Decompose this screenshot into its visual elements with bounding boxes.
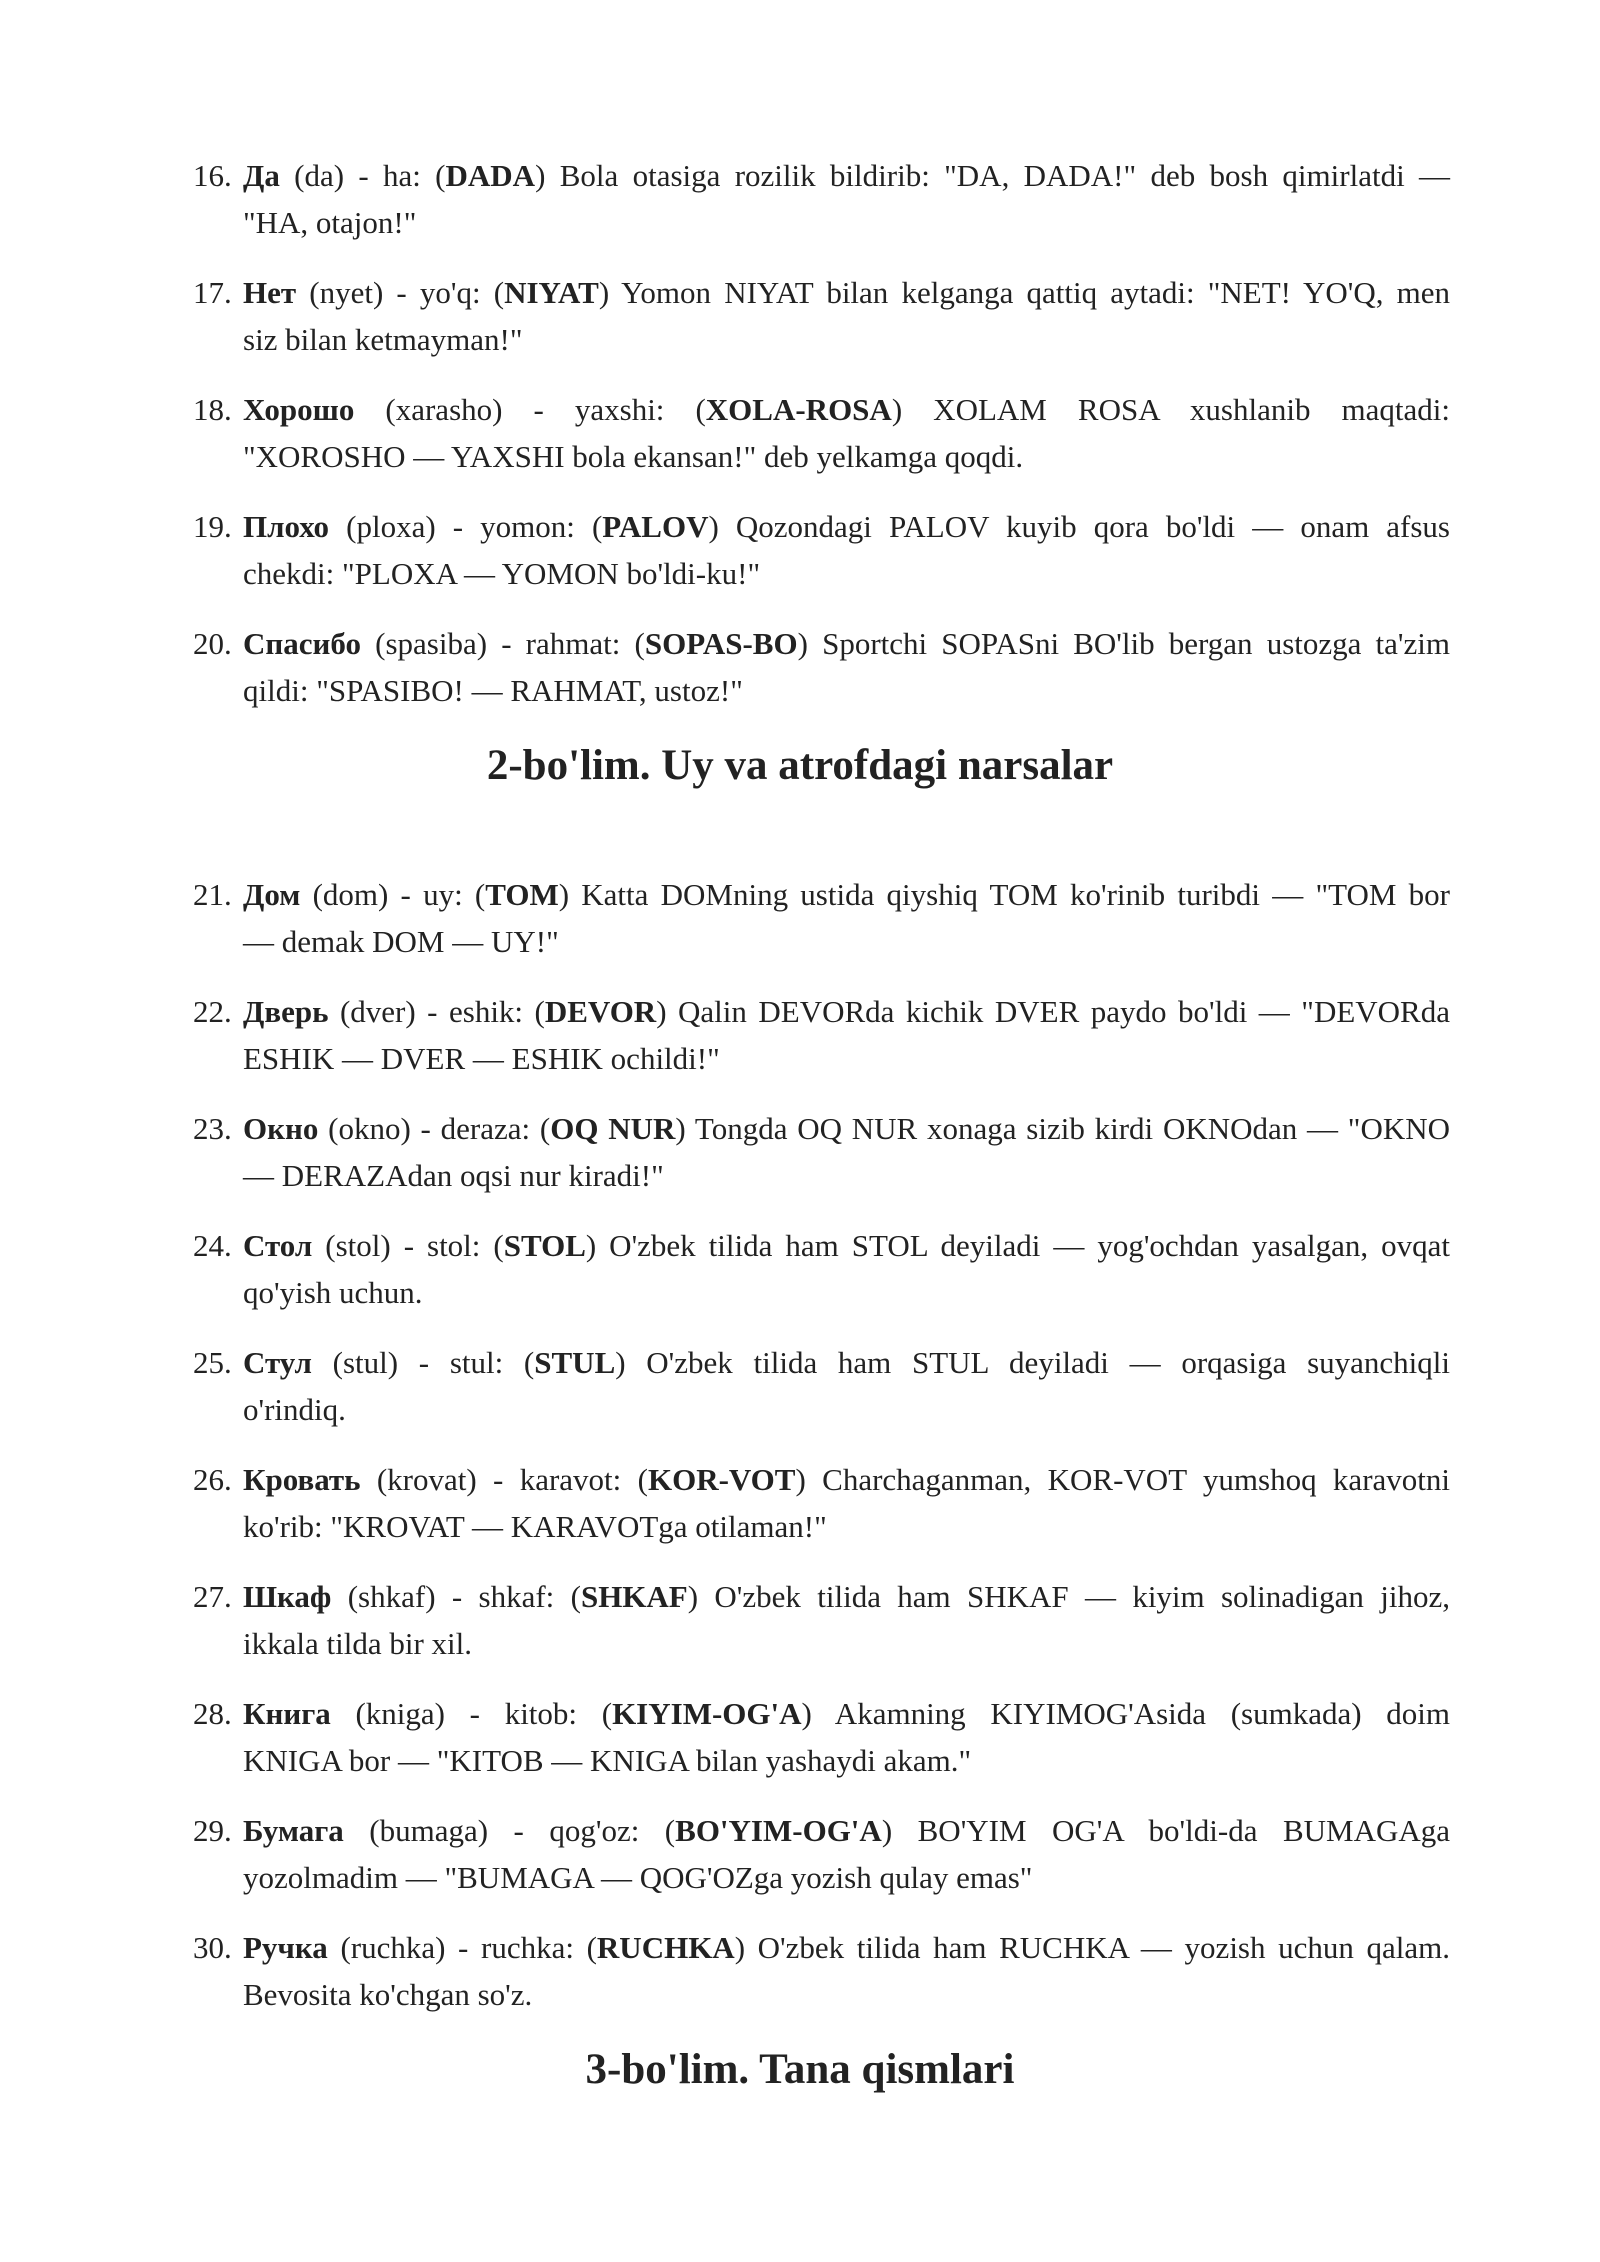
mnemonic-key: KIYIM-OG'A <box>612 1696 802 1731</box>
item-number: 23. <box>193 1111 232 1146</box>
item-text <box>243 1690 1450 1784</box>
item-number: 17. <box>193 275 232 310</box>
mnemonic-key: BO'YIM-OG'A <box>675 1813 882 1848</box>
list-item <box>193 988 1450 1082</box>
mnemonic-key: DADA <box>445 158 536 193</box>
item-text <box>243 1573 1450 1667</box>
translation: (ruchka) - ruchka: ( <box>327 1930 597 1965</box>
list-item <box>193 1222 1450 1316</box>
translation: (stol) - stol: ( <box>312 1228 504 1263</box>
item-line-1 <box>243 871 1450 918</box>
item-number: 20. <box>193 626 232 661</box>
list-item <box>193 1807 1450 1901</box>
russian-word: Стул <box>243 1345 312 1380</box>
mnemonic-sentence: ) XOLAM ROSA xushlanib maqtadi: <box>891 392 1450 427</box>
item-line-1 <box>243 503 1450 550</box>
mnemonic-sentence: ) Qalin DEVORda kichik DVER paydo bo'ldi — "DEVORda <box>656 994 1450 1029</box>
item-line-2: ESHIK — DVER — ESHIK ochildi!" <box>243 1041 720 1076</box>
russian-word: Книга <box>243 1696 331 1731</box>
item-text <box>243 1105 1450 1199</box>
translation: (shkaf) - shkaf: ( <box>331 1579 581 1614</box>
item-number: 30. <box>193 1930 232 1965</box>
item-line-2: siz bilan ketmayman!" <box>243 322 523 357</box>
russian-word: Окно <box>243 1111 319 1146</box>
item-line-1 <box>243 269 1450 316</box>
mnemonic-sentence: ) Akamning KIYIMOG'Asida (sumkada) doim <box>801 1696 1450 1731</box>
list-item <box>193 620 1450 714</box>
mnemonic-key: DEVOR <box>544 994 657 1029</box>
item-number: 29. <box>193 1813 232 1848</box>
item-number: 22. <box>193 994 232 1029</box>
item-number: 27. <box>193 1579 232 1614</box>
list-item <box>193 1924 1450 2018</box>
mnemonic-key: SOPAS-BO <box>644 626 798 661</box>
mnemonic-key: KOR-VOT <box>647 1462 796 1497</box>
item-text <box>243 1339 1450 1433</box>
item-text <box>243 269 1450 363</box>
item-line-1 <box>243 1105 1450 1152</box>
item-line-2: ikkala tilda bir xil. <box>243 1626 473 1661</box>
item-line-1 <box>243 152 1450 199</box>
item-text <box>243 1924 1450 2018</box>
russian-word: Нет <box>243 275 297 310</box>
item-text <box>243 1222 1450 1316</box>
item-line-2: "HA, otajon!" <box>243 205 417 240</box>
item-line-2: KNIGA bor — "KITOB — KNIGA bilan yashaydi akam." <box>243 1743 972 1778</box>
item-line-2: qo'yish uchun. <box>243 1275 423 1310</box>
mnemonic-key: NIYAT <box>504 275 599 310</box>
item-line-2: chekdi: "PLOXA — YOMON bo'ldi-ku!" <box>243 556 761 591</box>
mnemonic-sentence: ) Bola otasiga rozilik bildirib: "DA, DADA!" deb bosh qimirlatdi — <box>535 158 1450 193</box>
item-text <box>243 503 1450 597</box>
russian-word: Дом <box>243 877 301 912</box>
mnemonic-key: OQ NUR <box>550 1111 676 1146</box>
item-line-1 <box>243 1807 1450 1854</box>
russian-word: Дверь <box>243 994 329 1029</box>
mnemonic-sentence: ) O'zbek tilida ham SHKAF — kiyim solinadigan jihoz, <box>687 1579 1450 1614</box>
mnemonic-sentence: ) Yomon NIYAT bilan kelganga qattiq aytadi: "NET! YO'Q, men <box>598 275 1450 310</box>
item-line-1 <box>243 620 1450 667</box>
list-item <box>193 1105 1450 1199</box>
list-item <box>193 1690 1450 1784</box>
item-number: 21. <box>193 877 232 912</box>
mnemonic-sentence: ) Katta DOMning ustida qiyshiq TOM ko'rinib turibdi — "TOM bor <box>558 877 1450 912</box>
item-number: 25. <box>193 1345 232 1380</box>
list-item <box>193 152 1450 246</box>
mnemonic-sentence: ) Sportchi SOPASni BO'lib bergan ustozga ta'zim <box>797 626 1450 661</box>
item-line-1 <box>243 1456 1450 1503</box>
mnemonic-sentence: ) Charchaganman, KOR-VOT yumshoq karavotni <box>795 1462 1451 1497</box>
translation: (kniga) - kitob: ( <box>330 1696 613 1731</box>
item-line-2: — demak DOM — UY!" <box>243 924 559 959</box>
mnemonic-key: SHKAF <box>580 1579 688 1614</box>
translation: (okno) - deraza: ( <box>318 1111 551 1146</box>
item-line-1 <box>243 1924 1450 1971</box>
item-text <box>243 988 1450 1082</box>
item-line-2: qildi: "SPASIBO! — RAHMAT, ustoz!" <box>243 673 743 708</box>
item-line-1 <box>243 1690 1450 1737</box>
mnemonic-key: XOLA-ROSA <box>705 392 892 427</box>
translation: (xarasho) - yaxshi: ( <box>354 392 706 427</box>
russian-word: Стол <box>243 1228 313 1263</box>
translation: (dver) - eshik: ( <box>328 994 545 1029</box>
item-text <box>243 871 1450 965</box>
russian-word: Шкаф <box>243 1579 332 1614</box>
translation: (krovat) - karavot: ( <box>360 1462 648 1497</box>
russian-word: Кровать <box>243 1462 361 1497</box>
item-line-2: "XOROSHO — YAXSHI bola ekansan!" deb yelkamga qoqdi. <box>243 439 1024 474</box>
item-text <box>243 620 1450 714</box>
item-number: 24. <box>193 1228 232 1263</box>
russian-word: Спасибо <box>243 626 361 661</box>
russian-word: Плохо <box>243 509 330 544</box>
mnemonic-key: RUCHKA <box>596 1930 735 1965</box>
item-line-2: ko'rib: "KROVAT — KARAVOTga otilaman!" <box>243 1509 827 1544</box>
russian-word: Хорошо <box>243 392 355 427</box>
translation: (dom) - uy: ( <box>300 877 486 912</box>
translation: (ploxa) - yomon: ( <box>329 509 603 544</box>
russian-word: Бумага <box>243 1813 344 1848</box>
list-item <box>193 503 1450 597</box>
item-text <box>243 1456 1450 1550</box>
mnemonic-key: PALOV <box>602 509 709 544</box>
item-number: 18. <box>193 392 232 427</box>
russian-word: Ручка <box>243 1930 328 1965</box>
item-line-1 <box>243 1222 1450 1269</box>
section-heading: 2-bo'lim. Uy va atrofdagi narsalar <box>486 742 1114 789</box>
item-line-2: — DERAZAdan oqsi nur kiradi!" <box>243 1158 664 1193</box>
item-line-1 <box>243 988 1450 1035</box>
item-text <box>243 152 1450 246</box>
translation: (nyet) - yo'q: ( <box>296 275 505 310</box>
translation: (bumaga) - qog'oz: ( <box>343 1813 676 1848</box>
mnemonic-sentence: ) O'zbek tilida ham STOL deyiladi — yog'ochdan yasalgan, ovqat <box>585 1228 1450 1263</box>
item-line-2: Bevosita ko'chgan so'z. <box>243 1977 533 2012</box>
item-line-2: yozolmadim — "BUMAGA — QOG'OZga yozish qulay emas" <box>243 1860 1033 1895</box>
mnemonic-sentence: ) O'zbek tilida ham STUL deyiladi — orqasiga suyanchiqli <box>615 1345 1450 1380</box>
item-text <box>243 1807 1450 1901</box>
mnemonic-sentence: ) Qozondagi PALOV kuyib qora bo'ldi — onam afsus <box>708 509 1450 544</box>
item-number: 16. <box>193 158 232 193</box>
translation: (spasiba) - rahmat: ( <box>360 626 645 661</box>
list-item <box>193 269 1450 363</box>
item-line-1 <box>243 386 1450 433</box>
item-number: 19. <box>193 509 232 544</box>
russian-word: Да <box>243 158 280 193</box>
item-line-1 <box>243 1339 1450 1386</box>
item-line-1 <box>243 1573 1450 1620</box>
list-item <box>193 1573 1450 1667</box>
list-item <box>193 386 1450 480</box>
translation: (da) - ha: ( <box>279 158 446 193</box>
mnemonic-sentence: ) BO'YIM OG'A bo'ldi-da BUMAGAga <box>881 1813 1450 1848</box>
section-heading: 3-bo'lim. Tana qismlari <box>585 2046 1015 2093</box>
mnemonic-key: STOL <box>503 1228 586 1263</box>
list-item <box>193 871 1450 965</box>
item-line-2: o'rindiq. <box>243 1392 346 1427</box>
mnemonic-key: STUL <box>534 1345 616 1380</box>
list-item <box>193 1339 1450 1433</box>
item-text <box>243 386 1450 480</box>
item-number: 28. <box>193 1696 232 1731</box>
mnemonic-sentence: ) O'zbek tilida ham RUCHKA — yozish uchun qalam. <box>734 1930 1451 1965</box>
translation: (stul) - stul: ( <box>311 1345 535 1380</box>
item-number: 26. <box>193 1462 232 1497</box>
mnemonic-key: TOM <box>485 877 559 912</box>
list-item <box>193 1456 1450 1550</box>
mnemonic-sentence: ) Tongda OQ NUR xonaga sizib kirdi OKNOdan — "OKNO <box>675 1111 1450 1146</box>
